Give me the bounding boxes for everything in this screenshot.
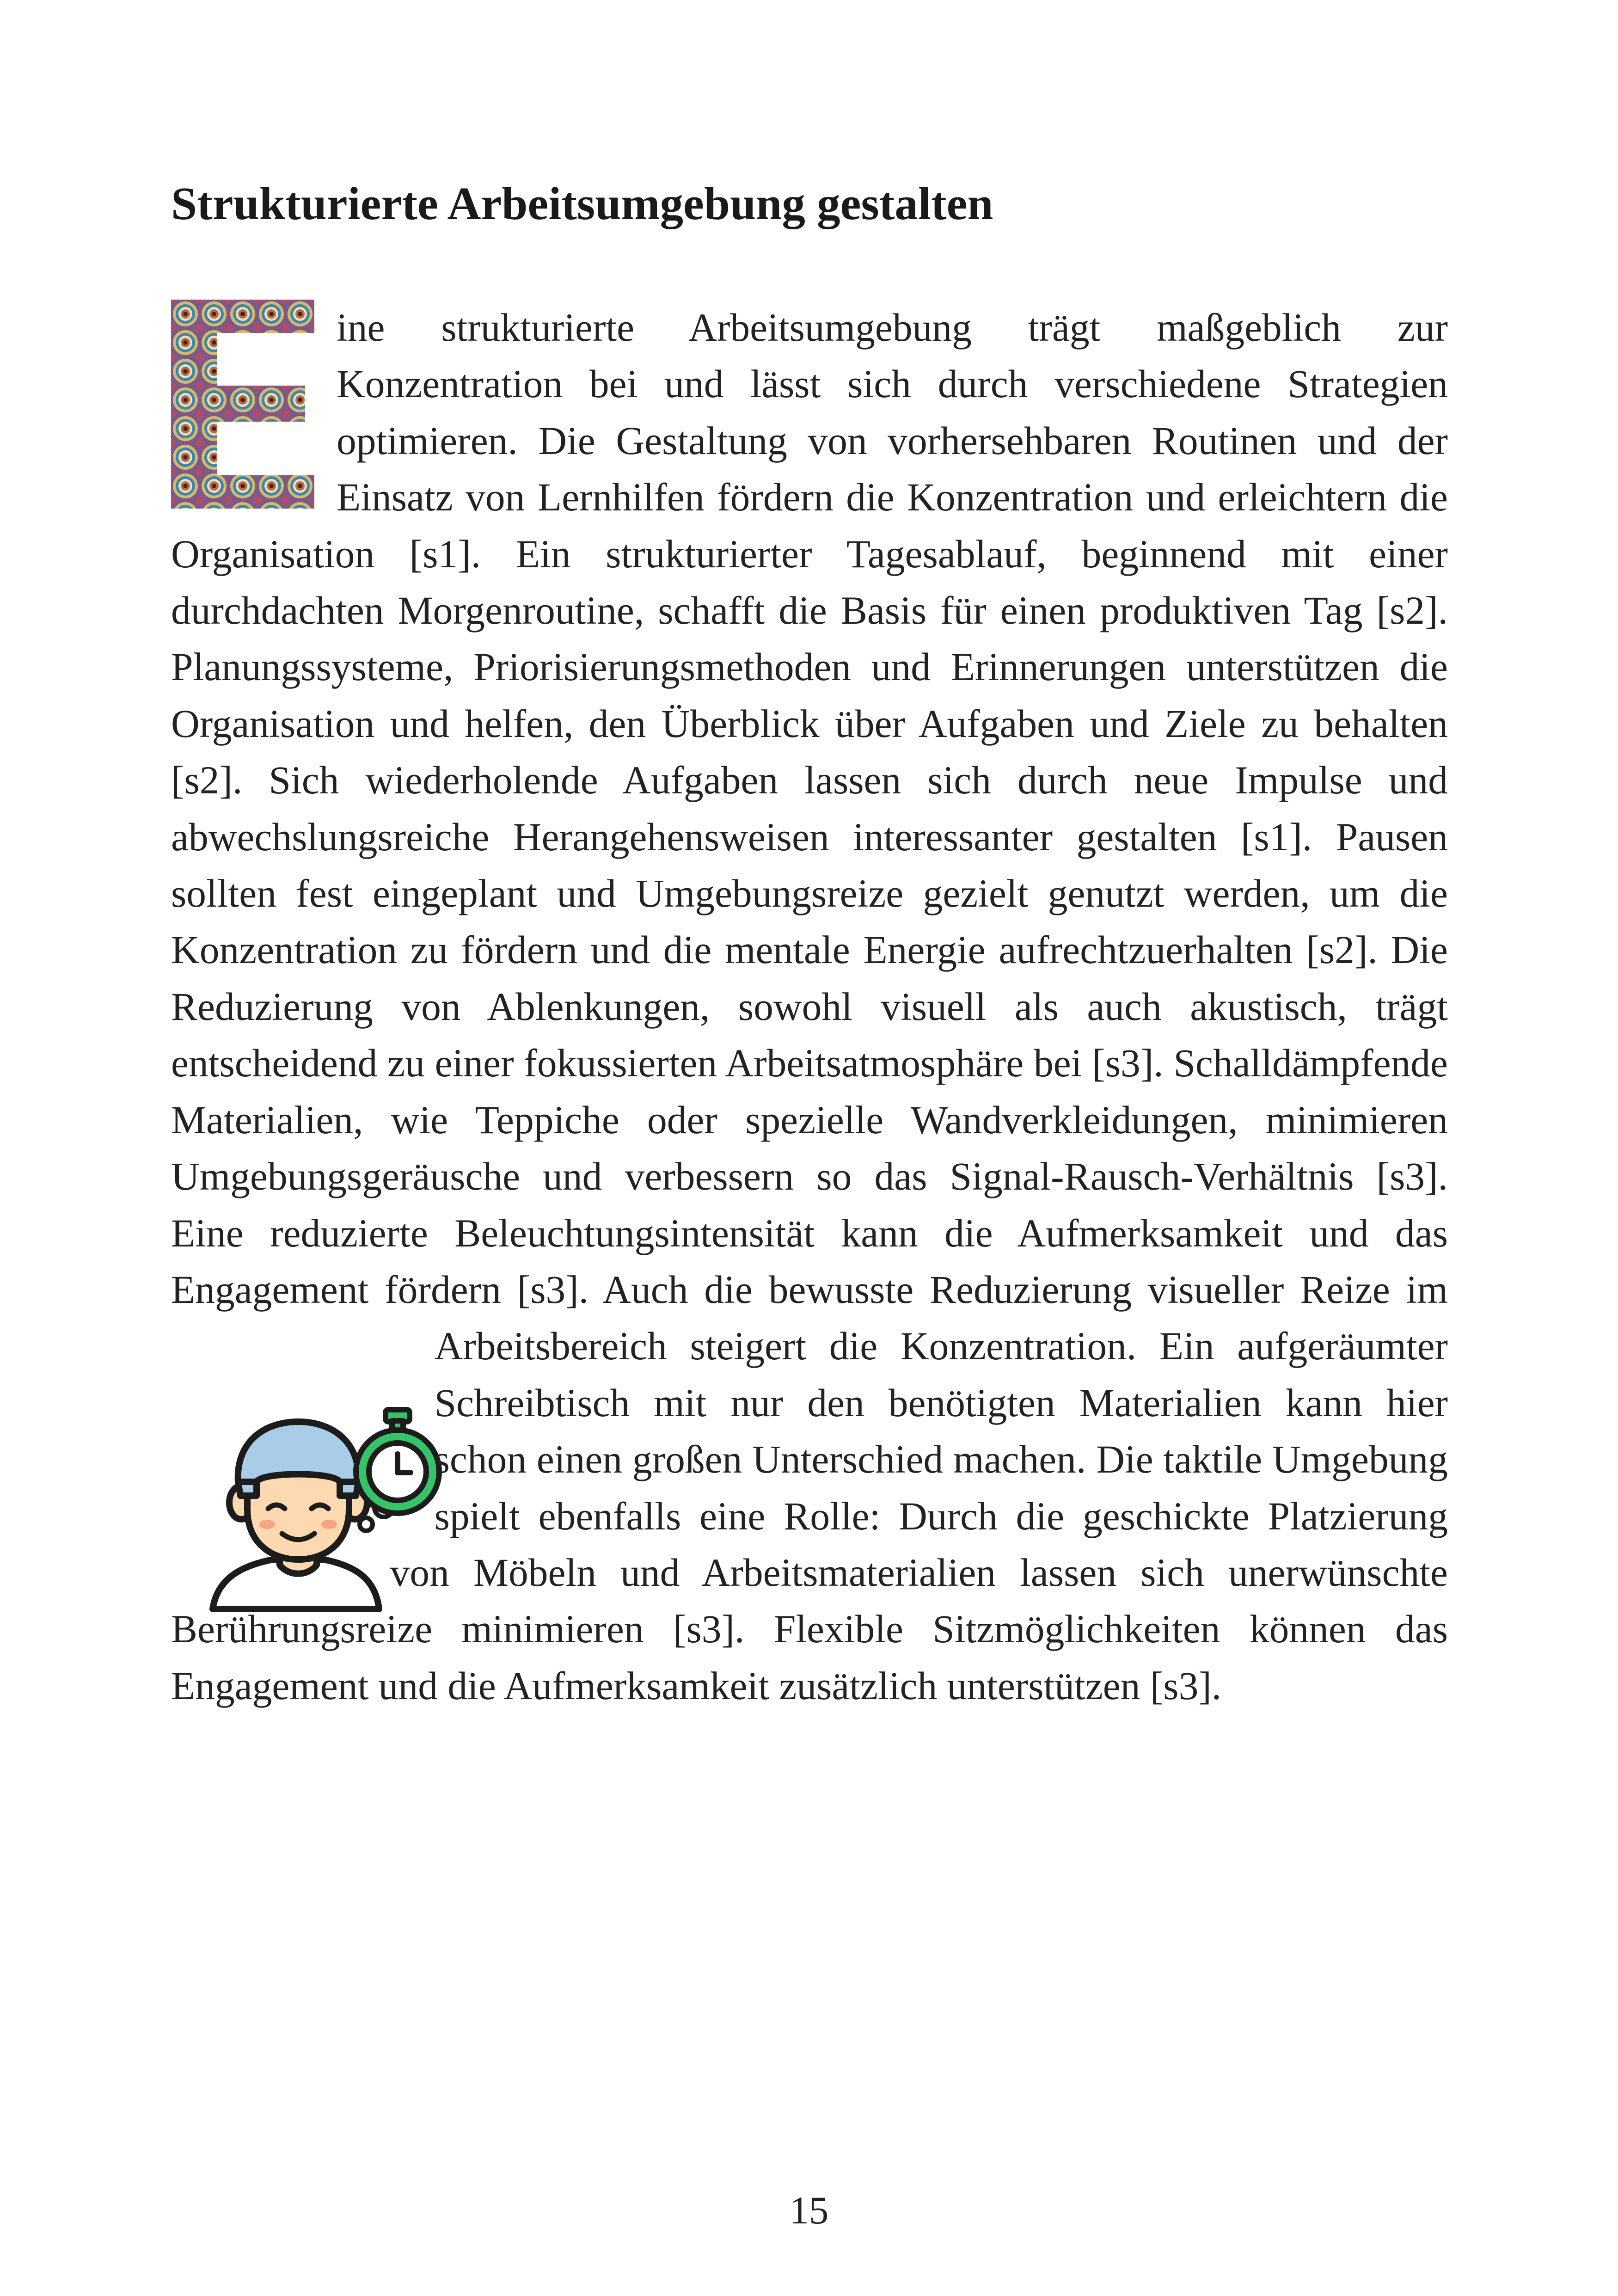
page-number: 15 (789, 2189, 829, 2232)
section-heading: Strukturierte Arbeitsumgebung gestalten (171, 178, 993, 229)
body-text-part-1: ine strukturierte Arbeitsumgebung trägt maßgeblich zur Konzentration bei und lässt sich durch verschiedene Strategien optimieren. Die Gestaltung von vorhersehbaren Routinen und der Einsatz von Lernhilfen fördern die Konzentration und erleichtern die Organisation [s1]. Ein strukturierter Tagesablauf, beginnend mit einer durchdachten Morgenroutine, schafft die Basis für einen produktiven Tag [s2]. Planungssysteme, Priorisierungsmethoden und Erinnerungen unterstützen die Organisation und helfen, den Überblick über Aufgaben und Ziele zu behalten [s2]. Sich wiederholende Aufgaben lassen sich durch neue Impulse und abwechslungsreiche Herangehensweisen interessanter gestalten [s1]. Pausen sollten fest eingeplant und Umgebungsreize gezielt genutzt werden, um die Konzentration zu fördern und die mentale Energie aufrechtzuerhalten [s2]. Die Reduzierung von Ablenkungen, sowohl visuell als auch akustisch, trägt entscheidend zu einer fokussierten Arbeitsatmosphäre bei [s3]. Schalldämpfende Materialien, wie Teppiche oder spezielle Wandverkleidungen, minimieren Umgebungsgeräusche und verbessern so das Signal-Rausch-Verhältnis [s3]. Eine reduzierte Beleuchtungsintensität kann die Aufmerksamkeit und das Engagement (171, 306, 1448, 1312)
drop-cap-letter-e (171, 300, 314, 509)
body-text-part-2: fördern [s3]. Auch die bewusste Reduzierung visueller Reize im Arbeitsbereich steigert die Konzentration. Ein aufgeräumter Schreibtisch mit nur den benötigten Materialien kann hier schon einen großen Unterschied machen. Die taktile Umgebung spielt ebenfalls eine Rolle: Durch die geschickte Platzierung von Möbeln und Arbeitsmaterialien lassen sich unerwünschte Berührungsreize minimieren [s3]. Flexible Sitzmöglichkeiten können das Engagement und die Aufmerksamkeit zusätzlich unterstützen [s3]. (171, 1268, 1448, 1708)
body-paragraph (171, 300, 1448, 1714)
